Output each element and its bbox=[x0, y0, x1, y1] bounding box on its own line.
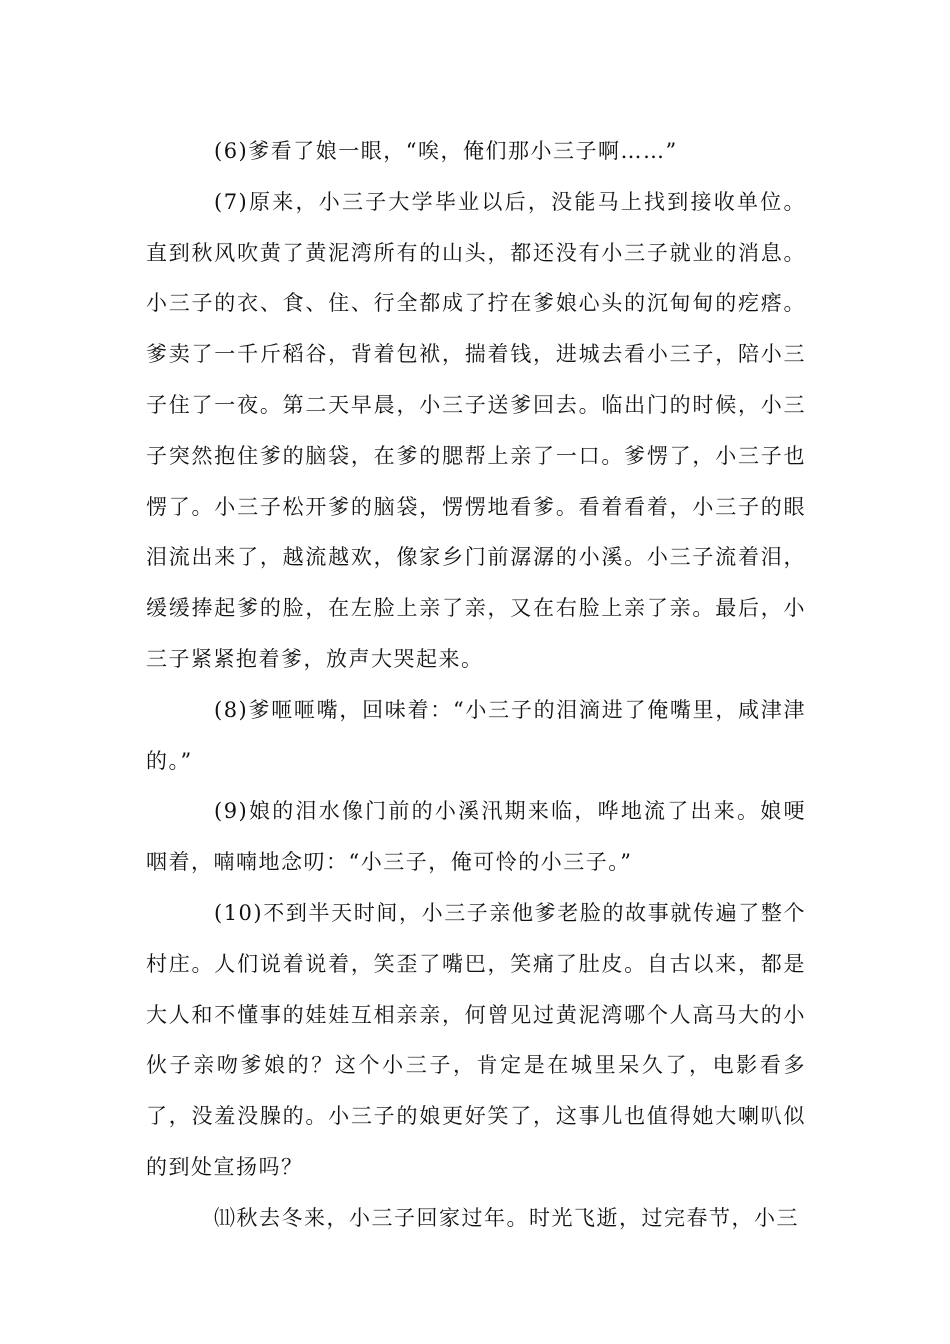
paragraph-11: ⑾秋去冬来，小三子回家过年。时光飞逝，过完春节，小三 bbox=[214, 1205, 799, 1230]
paragraph-10: (10)不到半天时间，小三子亲他爹老脸的故事就传遍了整个村庄。人们说着说着，笑歪了嘴巴，笑痛了肚皮。自古以来，都是大人和不懂事的娃娃互相亲亲，何曾见过黄泥湾哪个人高马大的小伙子亲吻爹娘的？这个小三子，肯定是在城里呆久了，电影看多了，没羞没臊的。小三子的娘更好笑了，这事儿也值得她大喇叭似的到处宣扬吗？ bbox=[146, 900, 806, 1179]
paragraph-6: (6)爹看了娘一眼，“唉，俺们那小三子啊……” bbox=[214, 139, 678, 163]
document-body bbox=[146, 126, 806, 1244]
paragraph-7: (7)原来，小三子大学毕业以后，没能马上找到接收单位。直到秋风吹黄了黄泥湾所有的山头，都还没有小三子就业的消息。小三子的衣、食、住、行全都成了拧在爹娘心头的沉甸甸的疙瘩。爹卖了一千斤稻谷，背着包袱，揣着钱，进城去看小三子，陪小三子住了一夜。第二天早晨，小三子送爹回去。临出门的时候，小三子突然抱住爹的脑袋，在爹的腮帮上亲了一口。爹愣了，小三子也愣了。小三子松开爹的脑袋，愣愣地看爹。看着看着，小三子的眼泪流出来了，越流越欢，像家乡门前潺潺的小溪。小三子流着泪，缓缓捧起爹的脸，在左脸上亲了亲，又在右脸上亲了亲。最后，小三子紧紧抱着爹，放声大哭起来。 bbox=[146, 189, 806, 671]
paragraph-8: (8)爹咂咂嘴，回味着：“小三子的泪滴进了俺嘴里，咸津津的。” bbox=[146, 697, 806, 773]
paragraph-9: (9)娘的泪水像门前的小溪汛期来临，哗地流了出来。娘哽咽着，喃喃地念叨：“小三子，俺可怜的小三子。” bbox=[146, 799, 806, 875]
